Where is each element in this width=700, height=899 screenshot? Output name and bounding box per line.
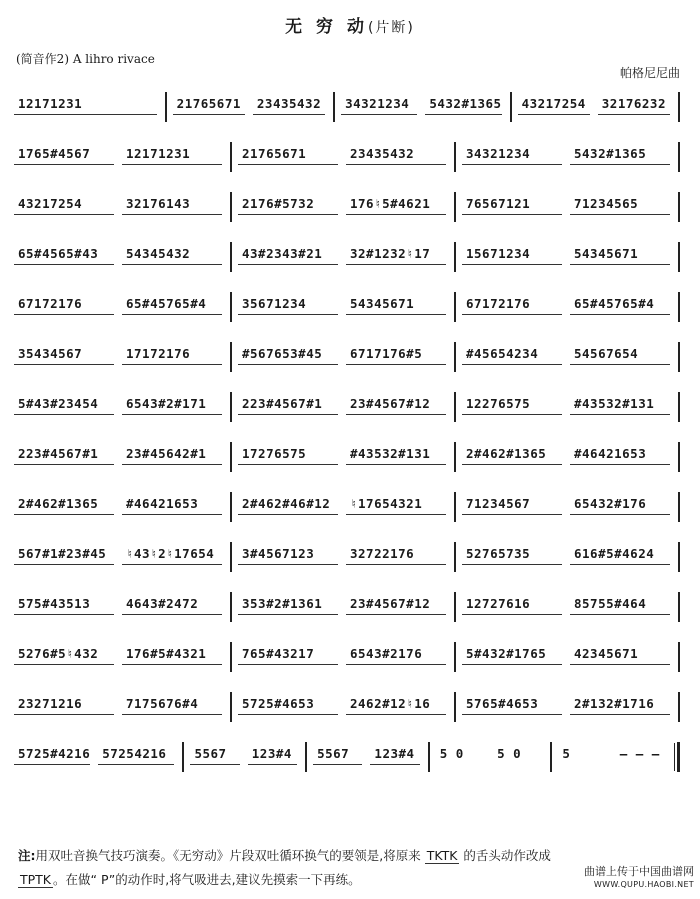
note-group: 123#4: [370, 746, 419, 765]
note-group: 34321234: [462, 146, 562, 165]
score-line: [14, 138, 686, 188]
bar-line: [230, 442, 232, 472]
watermark-text: 曲谱上传于中国曲谱网: [584, 865, 694, 878]
note-group: 176#5#4321: [122, 646, 222, 665]
note-group: 32722176: [346, 546, 446, 565]
bar-line: [678, 642, 680, 672]
note-group: 6717176#5: [346, 346, 446, 365]
measure: [238, 238, 454, 265]
note-group: 123#4: [248, 746, 297, 765]
note-group: 65#45765#4: [570, 296, 670, 315]
bar-line: [678, 392, 680, 422]
measure: [462, 388, 678, 415]
measure: [14, 338, 230, 365]
note-group: 71234567: [462, 496, 562, 515]
note-group: 23#45642#1: [122, 446, 222, 465]
bar-line: [454, 342, 456, 372]
note-group: 5432#1365: [425, 96, 501, 115]
title-suffix: (片断): [367, 20, 415, 36]
footnote-label: 注:: [18, 848, 36, 863]
numbered-notation-score: [14, 88, 686, 788]
bar-line: [230, 492, 232, 522]
note-group: 23435432: [253, 96, 325, 115]
bar-line: [305, 742, 307, 772]
note-group: 7175676#4: [122, 696, 222, 715]
measure: [238, 288, 454, 315]
bar-line: [678, 492, 680, 522]
note-group: 21765671: [238, 146, 338, 165]
final-bar-line: [677, 742, 680, 772]
measure: [14, 138, 230, 165]
note-group: 35671234: [238, 296, 338, 315]
note-group: 6543#2176: [346, 646, 446, 665]
note-group: 67172176: [14, 296, 114, 315]
note-group: 5765#4653: [462, 696, 562, 715]
note-group: ♮43♮2♮17654: [122, 546, 222, 565]
watermark-url: WWW.QUPU.HAOBI.NET: [593, 880, 694, 889]
note-group: 52765735: [462, 546, 562, 565]
score-line: [14, 588, 686, 638]
bar-line: [230, 192, 232, 222]
measure: [238, 388, 454, 415]
bar-line: [678, 342, 680, 372]
measure: [14, 188, 230, 215]
measure: [462, 538, 678, 565]
measure: [190, 738, 305, 765]
note-group: 567#1#23#45: [14, 546, 114, 565]
score-line: [14, 288, 686, 338]
measure: [436, 738, 551, 764]
bar-line: [428, 742, 430, 772]
bar-line: [510, 92, 512, 122]
note-group: 43#2343#21: [238, 246, 338, 265]
note-group: #46421653: [122, 496, 222, 515]
note-group: #45654234: [462, 346, 562, 365]
note-group: 34321234: [341, 96, 417, 115]
note-group: 12727616: [462, 596, 562, 615]
note-group: 12171231: [122, 146, 222, 165]
note-group: — — —: [619, 746, 660, 761]
note-group: 65#4565#43: [14, 246, 114, 265]
note-group: 15671234: [462, 246, 562, 265]
measure: [462, 688, 678, 715]
note-group: 575#43513: [14, 596, 114, 615]
measure: [462, 638, 678, 665]
bar-line: [678, 242, 680, 272]
note-group: 23#4567#12: [346, 396, 446, 415]
note-group: 5: [562, 746, 571, 761]
bar-line: [230, 592, 232, 622]
note-group: 42345671: [570, 646, 670, 665]
bar-line: [454, 692, 456, 722]
bar-line: [230, 642, 232, 672]
bar-line: [454, 542, 456, 572]
score-line: [14, 638, 686, 688]
bar-line: [454, 442, 456, 472]
score-line: [14, 88, 686, 138]
measure: [238, 538, 454, 565]
note-group: 32176143: [122, 196, 222, 215]
note-group: 5567: [313, 746, 362, 765]
note-group: 12276575: [462, 396, 562, 415]
bar-line: [678, 142, 680, 172]
measure: [238, 638, 454, 665]
score-line: [14, 338, 686, 388]
score-line: [14, 738, 686, 788]
title-main: 无 穷 动: [285, 17, 368, 37]
measure: [238, 688, 454, 715]
footnote-text-1: 用双吐音换气技巧演奏。《无穷动》片段双吐循环换气的要领是,将原来: [35, 848, 421, 863]
bar-line: [454, 192, 456, 222]
note-group: 43217254: [518, 96, 590, 115]
bar-line: [454, 142, 456, 172]
footnote-code-tptk: TPTK: [20, 872, 52, 887]
footnote: [18, 844, 678, 892]
score-line: [14, 538, 686, 588]
note-group: 54345432: [122, 246, 222, 265]
bar-line: [550, 742, 552, 772]
bar-line: [454, 242, 456, 272]
bar-line: [678, 292, 680, 322]
bar-line: [454, 292, 456, 322]
note-group: 54567654: [570, 346, 670, 365]
note-group: 21765671: [173, 96, 245, 115]
note-group: 12171231: [14, 96, 157, 115]
note-group: 2176#5732: [238, 196, 338, 215]
note-group: 5 0: [439, 746, 464, 761]
note-group: 1765#4567: [14, 146, 114, 165]
note-group: 3#4567123: [238, 546, 338, 565]
note-group: 5725#4653: [238, 696, 338, 715]
bar-line: [333, 92, 335, 122]
measure: [14, 88, 165, 115]
score-line: [14, 388, 686, 438]
note-group: 5#43#23454: [14, 396, 114, 415]
note-group: #43532#131: [346, 446, 446, 465]
note-group: 57254216: [98, 746, 174, 765]
note-group: 71234565: [570, 196, 670, 215]
measure: [462, 238, 678, 265]
bar-line: [678, 592, 680, 622]
bar-line: [678, 192, 680, 222]
measure: [238, 588, 454, 615]
bar-line: [678, 442, 680, 472]
bar-line: [230, 292, 232, 322]
measure: [14, 388, 230, 415]
measure: [341, 88, 509, 115]
note-group: 67172176: [462, 296, 562, 315]
note-group: 54345671: [346, 296, 446, 315]
note-group: 65432#176: [570, 496, 670, 515]
bar-line: [230, 692, 232, 722]
measure: [462, 338, 678, 365]
measure: [238, 138, 454, 165]
note-group: 5567: [190, 746, 239, 765]
note-group: 5276#5♮432: [14, 646, 114, 665]
site-watermark: [584, 865, 694, 891]
measure: [14, 488, 230, 515]
measure: [462, 288, 678, 315]
note-group: 17172176: [122, 346, 222, 365]
measure: [462, 588, 678, 615]
bar-line: [454, 392, 456, 422]
measure: [14, 688, 230, 715]
bar-line: [678, 692, 680, 722]
footnote-text-2: 的舌头动作改成: [463, 848, 551, 863]
note-group: #43532#131: [570, 396, 670, 415]
note-group: 23435432: [346, 146, 446, 165]
note-group: 2#462#46#12: [238, 496, 338, 515]
note-group: 35434567: [14, 346, 114, 365]
note-group: 223#4567#1: [14, 446, 114, 465]
measure: [518, 88, 678, 115]
note-group: #567653#45: [238, 346, 338, 365]
bar-line: [230, 142, 232, 172]
score-line: [14, 488, 686, 538]
note-group: 2462#12♮16: [346, 696, 446, 715]
measure: [238, 438, 454, 465]
measure: [238, 188, 454, 215]
measure: [462, 138, 678, 165]
bar-line: [678, 542, 680, 572]
score-line: [14, 438, 686, 488]
measure: [558, 738, 673, 764]
measure: [14, 738, 182, 765]
note-group: 5#432#1765: [462, 646, 562, 665]
bar-line: [230, 342, 232, 372]
measure: [14, 438, 230, 465]
note-group: ♮17654321: [346, 496, 446, 515]
note-group: 54345671: [570, 246, 670, 265]
note-group: 76567121: [462, 196, 562, 215]
note-group: 65#45765#4: [122, 296, 222, 315]
score-line: [14, 688, 686, 738]
note-group: #46421653: [570, 446, 670, 465]
bar-line: [230, 542, 232, 572]
note-group: 6543#2#171: [122, 396, 222, 415]
note-group: 43217254: [14, 196, 114, 215]
footnote-text-3: 。在做“ P”的动作时,将气吸进去,建议先摸索一下再练。: [53, 872, 361, 887]
bar-line: [454, 492, 456, 522]
note-group: 5725#4216: [14, 746, 90, 765]
measure: [14, 238, 230, 265]
measure: [14, 588, 230, 615]
note-group: 5432#1365: [570, 146, 670, 165]
composer-credit: 帕格尼尼曲: [619, 66, 680, 80]
note-group: 353#2#1361: [238, 596, 338, 615]
bar-line: [182, 742, 184, 772]
note-group: 765#43217: [238, 646, 338, 665]
bar-line: [165, 92, 167, 122]
note-group: 85755#464: [570, 596, 670, 615]
tempo-marking: (简音作2) A lihro rivace: [16, 52, 155, 66]
note-group: 2#132#1716: [570, 696, 670, 715]
note-group: 2#462#1365: [462, 446, 562, 465]
measure: [14, 288, 230, 315]
note-group: 616#5#4624: [570, 546, 670, 565]
measure: [238, 488, 454, 515]
score-line: [14, 238, 686, 288]
page-title: [0, 12, 700, 37]
note-group: 17276575: [238, 446, 338, 465]
note-group: 5 0: [497, 746, 522, 761]
bar-line: [454, 592, 456, 622]
measure: [173, 88, 333, 115]
note-group: 176♮5#4621: [346, 196, 446, 215]
measure: [14, 538, 230, 565]
score-line: [14, 188, 686, 238]
measure: [462, 188, 678, 215]
bar-line: [230, 242, 232, 272]
note-group: 23271216: [14, 696, 114, 715]
note-group: 23#4567#12: [346, 596, 446, 615]
measure: [14, 638, 230, 665]
measure: [238, 338, 454, 365]
measure: [313, 738, 428, 765]
note-group: 32#1232♮17: [346, 246, 446, 265]
measure: [462, 488, 678, 515]
note-group: 4643#2472: [122, 596, 222, 615]
note-group: 223#4567#1: [238, 396, 338, 415]
note-group: 2#462#1365: [14, 496, 114, 515]
measure: [462, 438, 678, 465]
footnote-code-tktk: TKTK: [426, 848, 458, 863]
bar-line: [230, 392, 232, 422]
note-group: 32176232: [598, 96, 670, 115]
bar-line: [678, 92, 680, 122]
bar-line: [454, 642, 456, 672]
